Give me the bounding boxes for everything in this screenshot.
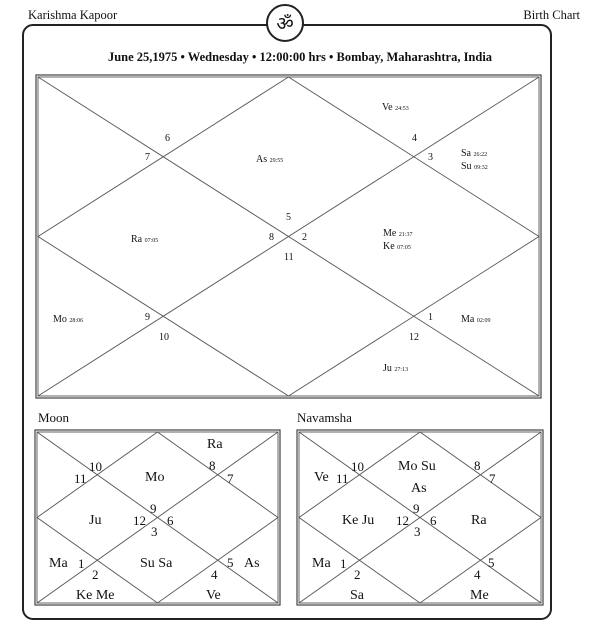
moon-label-ra: Ra (207, 437, 223, 452)
rasi-house-10: 10 (159, 332, 169, 343)
navamsha-label-ra: Ra (471, 513, 487, 528)
rasi-planet-su: Su 09:32 (461, 161, 488, 172)
navamsha-label-as: As (411, 481, 427, 496)
navamsha-house-9: 9 (413, 501, 420, 516)
navamsha-house-5: 5 (488, 555, 495, 570)
rasi-house-7: 7 (145, 152, 150, 163)
rasi-planet-ra: Ra 07:05 (131, 234, 159, 245)
rasi-chart (36, 75, 541, 398)
moon-house-11: 11 (74, 471, 87, 486)
navamsha-house-7: 7 (489, 471, 496, 486)
moon-label-ju: Ju (89, 513, 102, 528)
rasi-planet-mo: Mo 28:06 (53, 314, 84, 325)
navamsha-house-6: 6 (430, 513, 437, 528)
navamsha-house-1: 1 (340, 556, 347, 571)
navamsha-house-10: 10 (351, 459, 364, 474)
rasi-house-3: 3 (428, 152, 433, 163)
moon-house-6: 6 (167, 513, 174, 528)
navamsha-label-ke-ju: Ke Ju (342, 513, 375, 528)
rasi-house-4: 4 (412, 133, 417, 144)
om-icon: ॐ (266, 4, 304, 42)
rasi-house-5: 5 (286, 212, 291, 223)
moon-label-ma: Ma (49, 556, 68, 571)
chart-title: Birth Chart (523, 8, 580, 22)
navamsha-house-12: 12 (396, 513, 409, 528)
birth-details: June 25,1975 • Wednesday • 12:00:00 hrs • Bombay, Maharashtra, India (107, 50, 493, 64)
moon-house-4: 4 (211, 567, 218, 582)
rasi-planet-sa: Sa 26:22 (461, 148, 488, 159)
rasi-planet-me: Me 21:37 (383, 228, 413, 239)
moon-label-mo: Mo (145, 470, 165, 485)
moon-label-ke-me: Ke Me (76, 588, 115, 603)
navamsha-chart (297, 430, 543, 605)
moon-label-su-sa: Su Sa (140, 556, 173, 571)
rasi-planet-ke: Ke 07:05 (383, 241, 411, 252)
rasi-house-12: 12 (409, 332, 419, 343)
rasi-house-11: 11 (284, 252, 294, 263)
navamsha-house-3: 3 (414, 524, 421, 539)
moon-chart (35, 430, 280, 605)
rasi-house-1: 1 (428, 312, 433, 323)
moon-house-2: 2 (92, 567, 99, 582)
moon-label-as: As (244, 556, 260, 571)
navamsha-chart-title: Navamsha (297, 410, 352, 425)
moon-house-3: 3 (151, 524, 158, 539)
rasi-planet-ju: Ju 27:13 (383, 363, 409, 374)
moon-house-12: 12 (133, 513, 146, 528)
navamsha-house-4: 4 (474, 567, 481, 582)
moon-label-ve: Ve (206, 588, 221, 603)
moon-house-10: 10 (89, 459, 102, 474)
navamsha-label-ma: Ma (312, 556, 331, 571)
navamsha-label-ve: Ve (314, 470, 329, 485)
rasi-house-2: 2 (302, 232, 307, 243)
navamsha-label-me: Me (470, 588, 489, 603)
moon-chart-title: Moon (38, 410, 70, 425)
navamsha-house-2: 2 (354, 567, 361, 582)
native-name: Karishma Kapoor (28, 8, 118, 22)
moon-house-9: 9 (150, 501, 157, 516)
navamsha-label-mo-su: Mo Su (398, 459, 436, 474)
navamsha-label-sa: Sa (350, 588, 364, 603)
moon-house-5: 5 (227, 555, 234, 570)
rasi-house-9: 9 (145, 312, 150, 323)
rasi-planet-as: As 29:55 (256, 154, 284, 165)
rasi-planet-ma: Ma 02:09 (461, 314, 491, 325)
rasi-house-8: 8 (269, 232, 274, 243)
navamsha-house-11: 11 (336, 471, 349, 486)
moon-house-7: 7 (227, 471, 234, 486)
moon-house-8: 8 (209, 458, 216, 473)
navamsha-house-8: 8 (474, 458, 481, 473)
moon-house-1: 1 (78, 556, 85, 571)
rasi-planet-ve: Ve 24:53 (382, 102, 409, 113)
rasi-house-6: 6 (165, 133, 170, 144)
